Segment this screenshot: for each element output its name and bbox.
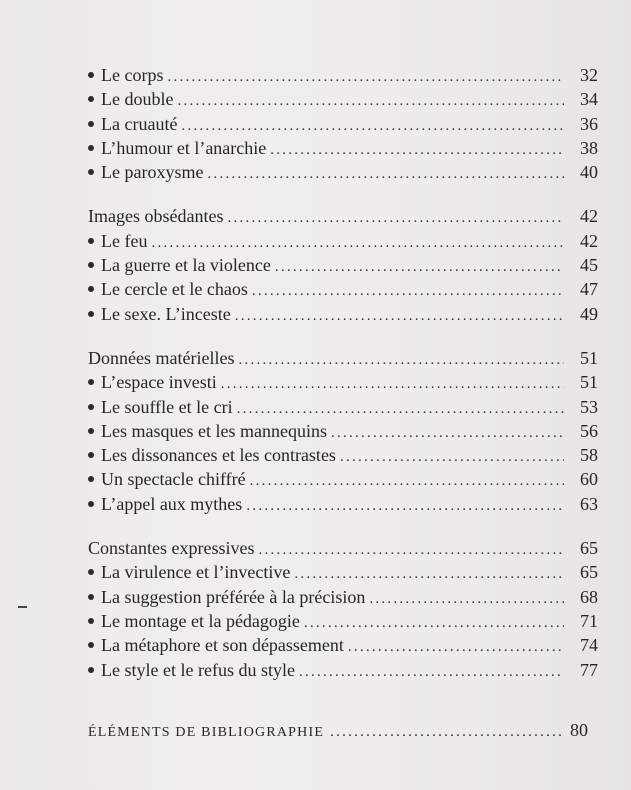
toc-item-label: L’appel aux mythes: [101, 493, 243, 514]
dot-leader: [369, 587, 564, 611]
toc-item-spectacle-chiffre: [88, 467, 598, 491]
bullet-icon: [88, 569, 94, 575]
section-gap: [88, 516, 598, 536]
dot-leader: [304, 611, 564, 635]
toc-item-label: Le double: [101, 89, 174, 110]
bullet-icon: [88, 428, 94, 434]
bullet-icon: [88, 618, 94, 624]
toc-item-souffle-cri: [88, 395, 598, 419]
bullet-icon: [88, 452, 94, 458]
toc-item-page: 68: [580, 586, 598, 607]
toc-item-le-double: [88, 87, 598, 111]
toc-item-le-corps: [88, 63, 598, 87]
dot-leader: [330, 720, 564, 744]
dot-leader: [331, 421, 564, 445]
toc-heading-images-obsedantes: [88, 204, 598, 228]
bibliography-page: 80: [570, 720, 588, 740]
toc-item-label: La métaphore et son dépassement: [101, 635, 344, 656]
toc-heading-page: 65: [580, 538, 598, 559]
dot-leader: [177, 89, 564, 113]
toc-item-page: 53: [580, 396, 598, 417]
dot-leader: [207, 162, 564, 186]
toc-bibliography: [88, 718, 588, 745]
toc-item-label: L’humour et l’anarchie: [101, 137, 267, 158]
dot-leader: [181, 114, 564, 138]
dot-leader: [340, 445, 564, 469]
toc-item-humour-anarchie: [88, 136, 598, 160]
toc-item-virulence-invective: [88, 560, 598, 584]
dot-leader: [294, 562, 564, 586]
toc-item-sexe-inceste: [88, 302, 598, 326]
bullet-icon: [88, 501, 94, 507]
dot-leader: [250, 469, 564, 493]
dot-leader: [258, 538, 564, 562]
toc-item-style-refus: [88, 658, 598, 682]
table-of-contents: [88, 63, 598, 682]
bullet-icon: [88, 404, 94, 410]
toc-item-metaphore-depassement: [88, 633, 598, 657]
dot-leader: [151, 231, 564, 255]
margin-mark: [18, 606, 27, 608]
bullet-icon: [88, 145, 94, 151]
bullet-icon: [88, 594, 94, 600]
toc-item-page: 77: [580, 659, 598, 680]
bullet-icon: [88, 642, 94, 648]
dot-leader: [246, 494, 564, 518]
toc-item-label: La suggestion préférée à la précision: [101, 586, 366, 607]
bullet-icon: [88, 379, 94, 385]
toc-item-page: 38: [580, 137, 598, 158]
toc-item-page: 34: [580, 89, 598, 110]
toc-item-label: Le corps: [101, 65, 164, 85]
toc-item-page: 74: [580, 635, 598, 656]
toc-item-page: 65: [580, 562, 598, 583]
toc-heading-label: Données matérielles: [88, 347, 235, 368]
bullet-icon: [88, 169, 94, 175]
toc-item-page: 42: [580, 230, 598, 251]
bullet-icon: [88, 238, 94, 244]
toc-heading-label: Constantes expressives: [88, 538, 255, 559]
toc-item-page: 32: [580, 65, 598, 85]
section-gap: [88, 326, 598, 346]
toc-heading-page: 42: [580, 206, 598, 227]
section-gap: [88, 184, 598, 204]
dot-leader: [235, 304, 564, 328]
toc-item-label: Les masques et les mannequins: [101, 420, 327, 441]
bullet-icon: [88, 121, 94, 127]
toc-item-appel-mythes: [88, 492, 598, 516]
dot-leader: [275, 255, 564, 279]
dot-leader: [348, 635, 564, 659]
bullet-icon: [88, 286, 94, 292]
toc-item-le-feu: [88, 229, 598, 253]
toc-item-page: 60: [580, 469, 598, 490]
toc-item-label: Un spectacle chiffré: [101, 469, 246, 490]
bibliography-label: ÉLÉMENTS DE BIBLIOGRAPHIE: [88, 725, 325, 740]
toc-item-page: 45: [580, 255, 598, 276]
toc-item-page: 63: [580, 493, 598, 514]
toc-item-label: Le sexe. L’inceste: [101, 303, 231, 324]
dot-leader: [221, 372, 564, 396]
dot-leader: [167, 65, 564, 89]
toc-item-label: Le paroxysme: [101, 162, 204, 183]
toc-item-label: Le feu: [101, 230, 148, 251]
toc-item-label: La guerre et la violence: [101, 255, 271, 276]
toc-item-label: La cruauté: [101, 113, 178, 134]
toc-item-page: 36: [580, 113, 598, 134]
toc-item-guerre-violence: [88, 253, 598, 277]
bullet-icon: [88, 311, 94, 317]
toc-item-dissonances-contrastes: [88, 443, 598, 467]
toc-item-page: 58: [580, 445, 598, 466]
toc-item-page: 49: [580, 303, 598, 324]
bullet-icon: [88, 476, 94, 482]
bullet-icon: [88, 262, 94, 268]
toc-item-page: 71: [580, 610, 598, 631]
toc-item-label: Le souffle et le cri: [101, 396, 233, 417]
toc-item-label: Le cercle et le chaos: [101, 279, 248, 300]
toc-item-page: 51: [580, 372, 598, 393]
toc-item-label: Le montage et la pédagogie: [101, 610, 300, 631]
toc-heading-label: Images obsédantes: [88, 206, 224, 227]
dot-leader: [270, 138, 564, 162]
dot-leader: [227, 206, 564, 230]
toc-item-suggestion-precision: [88, 585, 598, 609]
toc-item-label: La virulence et l’invective: [101, 562, 291, 583]
toc-item-page: 40: [580, 162, 598, 183]
toc-item-label: L’espace investi: [101, 372, 217, 393]
dot-leader: [238, 348, 564, 372]
toc-item-paroxysme: [88, 160, 598, 184]
bullet-icon: [88, 667, 94, 673]
toc-item-label: Les dissonances et les contrastes: [101, 445, 336, 466]
bullet-icon: [88, 96, 94, 102]
toc-item-montage-pedagogie: [88, 609, 598, 633]
toc-item-page: 47: [580, 279, 598, 300]
toc-heading-donnees-materielles: [88, 346, 598, 370]
toc-heading-page: 51: [580, 347, 598, 368]
toc-item-masques-mannequins: [88, 419, 598, 443]
toc-heading-constantes-expressives: [88, 536, 598, 560]
dot-leader: [299, 660, 564, 684]
toc-item-label: Le style et le refus du style: [101, 659, 295, 680]
toc-item-espace-investi: [88, 370, 598, 394]
dot-leader: [237, 397, 564, 421]
dot-leader: [252, 279, 564, 303]
toc-item-la-cruaute: [88, 112, 598, 136]
toc-item-cercle-chaos: [88, 277, 598, 301]
toc-item-page: 56: [580, 420, 598, 441]
bullet-icon: [88, 72, 94, 78]
